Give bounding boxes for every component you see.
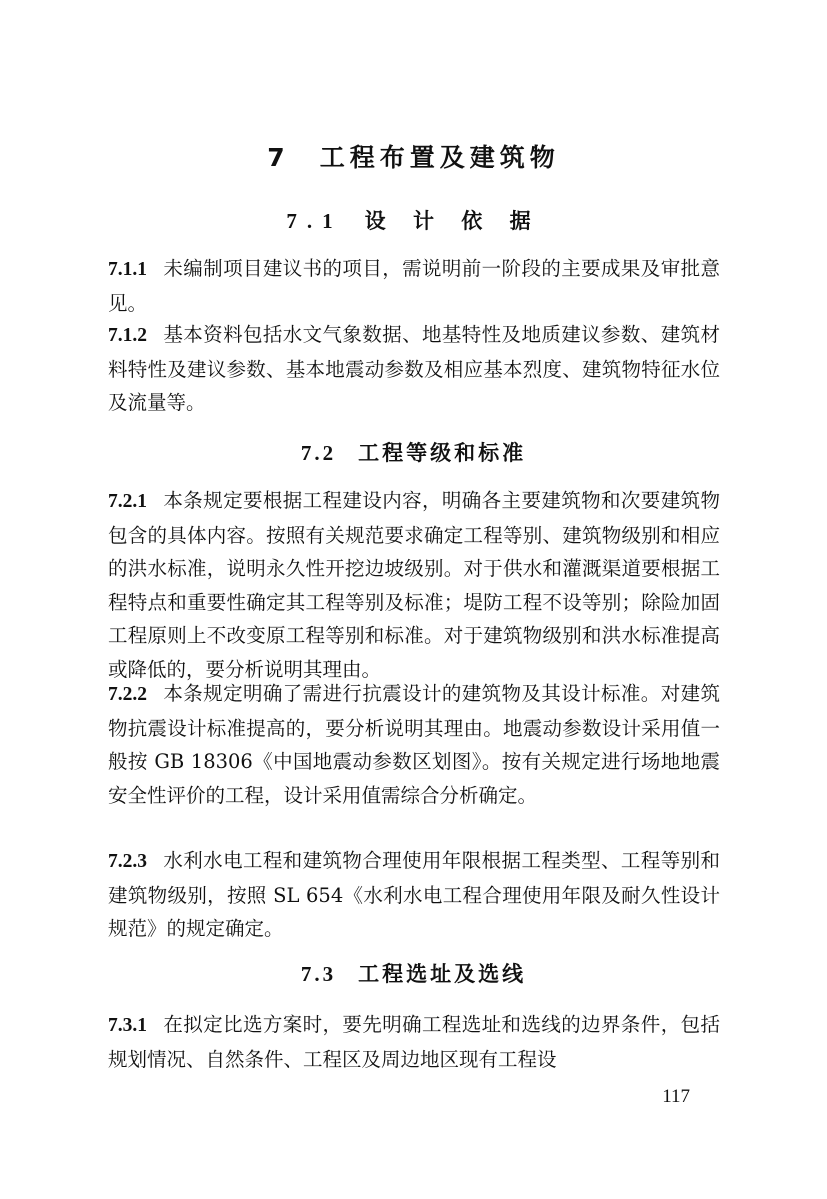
clause-number: 7.2.2 bbox=[108, 684, 147, 705]
section-number: 7.3 bbox=[300, 962, 337, 986]
section-number: 7.2 bbox=[300, 441, 337, 465]
clause-7-1-1 bbox=[108, 252, 720, 320]
section-number: 7.1 bbox=[286, 209, 343, 233]
clause-text: 基本资料包括水文气象数据、地基特性及地质建议参数、建筑材料特性及建议参数、基本地震动参数及相应基本烈度、建筑物特征水位及流量等。 bbox=[108, 323, 720, 414]
clause-number: 7.1.1 bbox=[108, 259, 147, 280]
chapter-title: 7 工程布置及建筑物 bbox=[267, 143, 560, 172]
clause-number: 7.2.1 bbox=[108, 491, 147, 512]
section-title-text: 设 计 依 据 bbox=[364, 209, 541, 233]
clause-number: 7.1.2 bbox=[108, 325, 147, 346]
clause-text: 未编制项目建议书的项目，需说明前一阶段的主要成果及审批意见。 bbox=[108, 257, 720, 315]
clause-number: 7.3.1 bbox=[108, 1015, 147, 1036]
clause-7-2-2 bbox=[108, 677, 720, 812]
clause-text: 本条规定要根据工程建设内容，明确各主要建筑物和次要建筑物包含的具体内容。按照有关规范要求确定工程等别、建筑物级别和相应的洪水标准，说明永久性开挖边坡级别。对于供水和灌溉渠道要根据工程特点和重要性确定其工程等别及标准；堤防工程不设等别；除险加固工程原则上不改变原工程等别和标准。对于建筑物级别和洪水标准提高或降低的，要分析说明其理由。 bbox=[108, 489, 720, 681]
clause-text: 在拟定比选方案时，要先明确工程选址和选线的边界条件，包括规划情况、自然条件、工程区及周边地区现有工程设 bbox=[108, 1013, 720, 1071]
page-number: 117 bbox=[662, 1086, 690, 1107]
section-title-text: 工程等级和标准 bbox=[358, 441, 527, 465]
section-heading-7-2 bbox=[0, 437, 827, 467]
clause-text: 本条规定明确了需进行抗震设计的建筑物及其设计标准。对建筑物抗震设计标准提高的，要分析说明其理由。地震动参数设计采用值一般按 GB 18306《中国地震动参数区划图》。按有关规定进行场地地震安全性评价的工程，设计采用值需综合分析确定。 bbox=[108, 682, 720, 807]
section-heading-7-1 bbox=[0, 205, 827, 235]
section-title-text: 工程选址及选线 bbox=[358, 962, 527, 986]
clause-text: 水利水电工程和建筑物合理使用年限根据工程类型、工程等别和建筑物级别，按照 SL 654《水利水电工程合理使用年限及耐久性设计规范》的规定确定。 bbox=[108, 849, 720, 940]
clause-7-2-1 bbox=[108, 484, 720, 686]
clause-number: 7.2.3 bbox=[108, 851, 147, 872]
clause-7-2-3 bbox=[108, 844, 720, 946]
section-heading-7-3 bbox=[0, 958, 827, 988]
clause-7-1-2 bbox=[108, 318, 720, 420]
clause-7-3-1 bbox=[108, 1008, 720, 1076]
